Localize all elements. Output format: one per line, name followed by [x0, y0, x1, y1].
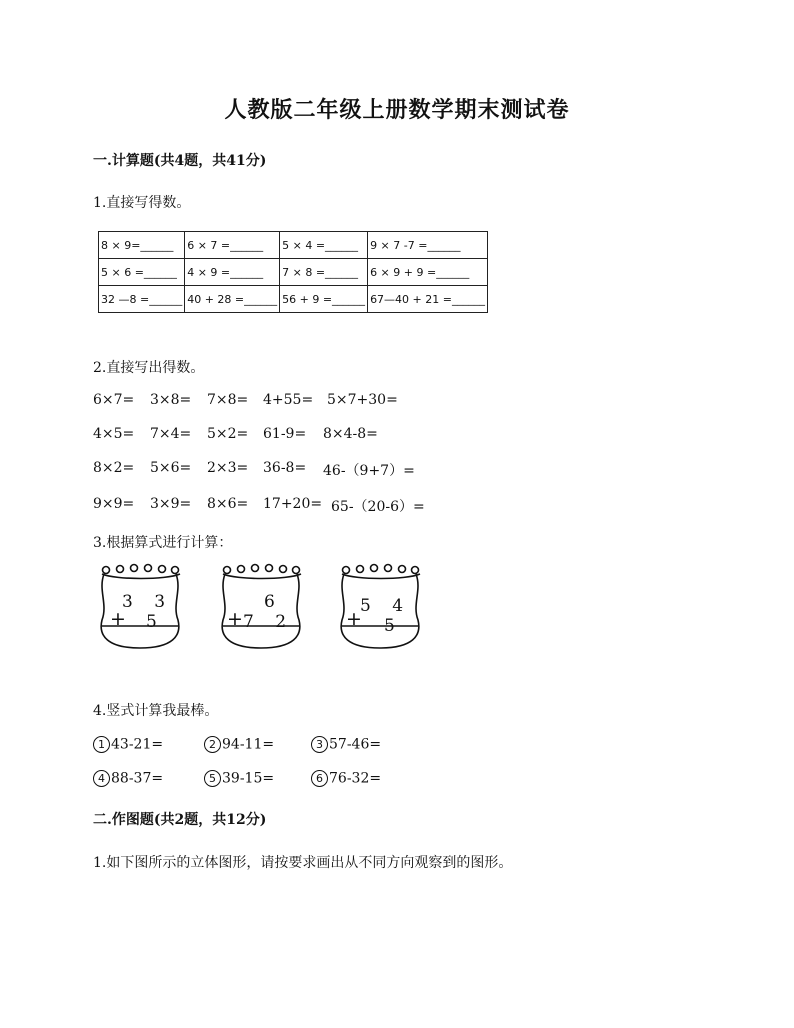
question-2-label: 2.直接写出得数。 [93, 360, 205, 376]
addend-bottom: 5 [146, 612, 157, 632]
bag-figure [217, 560, 307, 655]
equation: 36-8= [263, 460, 307, 476]
table-cell: 8 × 9=______ [99, 232, 185, 259]
table-cell: 5 × 4 =______ [280, 232, 368, 259]
bag-figure [96, 560, 186, 655]
circled-number: 3 [311, 736, 328, 753]
addend-bottom: 5 [384, 616, 395, 636]
addend-bottom: 7 2 [243, 612, 295, 632]
vertical-calc-item [311, 736, 381, 753]
table-cell: 6 × 9 + 9 =______ [368, 259, 488, 286]
equation: 3×9= [150, 496, 192, 512]
calc-expression: 57-46= [329, 736, 382, 753]
equation: 17+20= [263, 496, 323, 512]
plus-sign: + [110, 608, 126, 630]
vertical-calc-item [311, 770, 381, 787]
calc-expression: 76-32= [329, 770, 382, 787]
table-cell: 40 + 28 =______ [185, 286, 280, 313]
table-row [99, 286, 488, 313]
drawing-question-1-label: 1.如下图所示的立体图形，请按要求画出从不同方向观察到的图形。 [93, 855, 513, 871]
calc-expression: 88-37= [111, 770, 164, 787]
plus-sign: + [227, 608, 243, 630]
equation: 65-（20-6）= [331, 499, 425, 515]
addend-top: 6 [264, 592, 275, 612]
bag-figure [336, 560, 426, 655]
equation: 4×5= [93, 426, 135, 442]
equation: 5×2= [207, 426, 249, 442]
vertical-addition-bags [92, 560, 432, 660]
table-cell: 7 × 8 =______ [280, 259, 368, 286]
question-4-label: 4.竖式计算我最棒。 [93, 703, 219, 719]
circled-number: 4 [93, 770, 110, 787]
table-cell: 5 × 6 =______ [99, 259, 185, 286]
equation: 8×2= [93, 460, 135, 476]
vertical-calc-item [204, 770, 274, 787]
equation: 4+55= [263, 392, 314, 408]
equation: 3×8= [150, 392, 192, 408]
section-heading-calculation: 一.计算题(共4题，共41分) [93, 153, 267, 169]
equation: 7×8= [207, 392, 249, 408]
addend-top: 5 4 [360, 596, 412, 616]
equation: 61-9= [263, 426, 307, 442]
plus-sign: + [346, 608, 362, 630]
equation: 5×7+30= [327, 392, 398, 408]
equation: 9×9= [93, 496, 135, 512]
calc-expression: 39-15= [222, 770, 275, 787]
circled-number: 1 [93, 736, 110, 753]
table-row [99, 259, 488, 286]
circled-number: 6 [311, 770, 328, 787]
table-cell: 32 —8 =______ [99, 286, 185, 313]
equation: 46-（9+7）= [323, 463, 415, 479]
direct-answer-table [98, 231, 488, 313]
circled-number: 2 [204, 736, 221, 753]
table-cell: 56 + 9 =______ [280, 286, 368, 313]
question-1-label: 1.直接写得数。 [93, 195, 191, 211]
equation: 5×6= [150, 460, 192, 476]
equation: 8×6= [207, 496, 249, 512]
equation: 6×7= [93, 392, 135, 408]
calc-expression: 43-21= [111, 736, 164, 753]
vertical-calc-item [93, 770, 163, 787]
vertical-calc-item [204, 736, 274, 753]
table-cell: 6 × 7 =______ [185, 232, 280, 259]
table-cell: 9 × 7 -7 =______ [368, 232, 488, 259]
table-row [99, 232, 488, 259]
equation: 7×4= [150, 426, 192, 442]
section-heading-drawing: 二.作图题(共2题，共12分) [93, 812, 267, 828]
vertical-calc-item [93, 736, 163, 753]
question-3-label: 3.根据算式进行计算： [93, 535, 233, 551]
page-title: 人教版二年级上册数学期末测试卷 [224, 97, 570, 123]
equation: 2×3= [207, 460, 249, 476]
table-cell: 4 × 9 =______ [185, 259, 280, 286]
calc-expression: 94-11= [222, 736, 275, 753]
circled-number: 5 [204, 770, 221, 787]
table-cell: 67—40 + 21 =______ [368, 286, 488, 313]
equation: 8×4-8= [323, 426, 378, 442]
addend-top: 3 3 [122, 592, 174, 612]
